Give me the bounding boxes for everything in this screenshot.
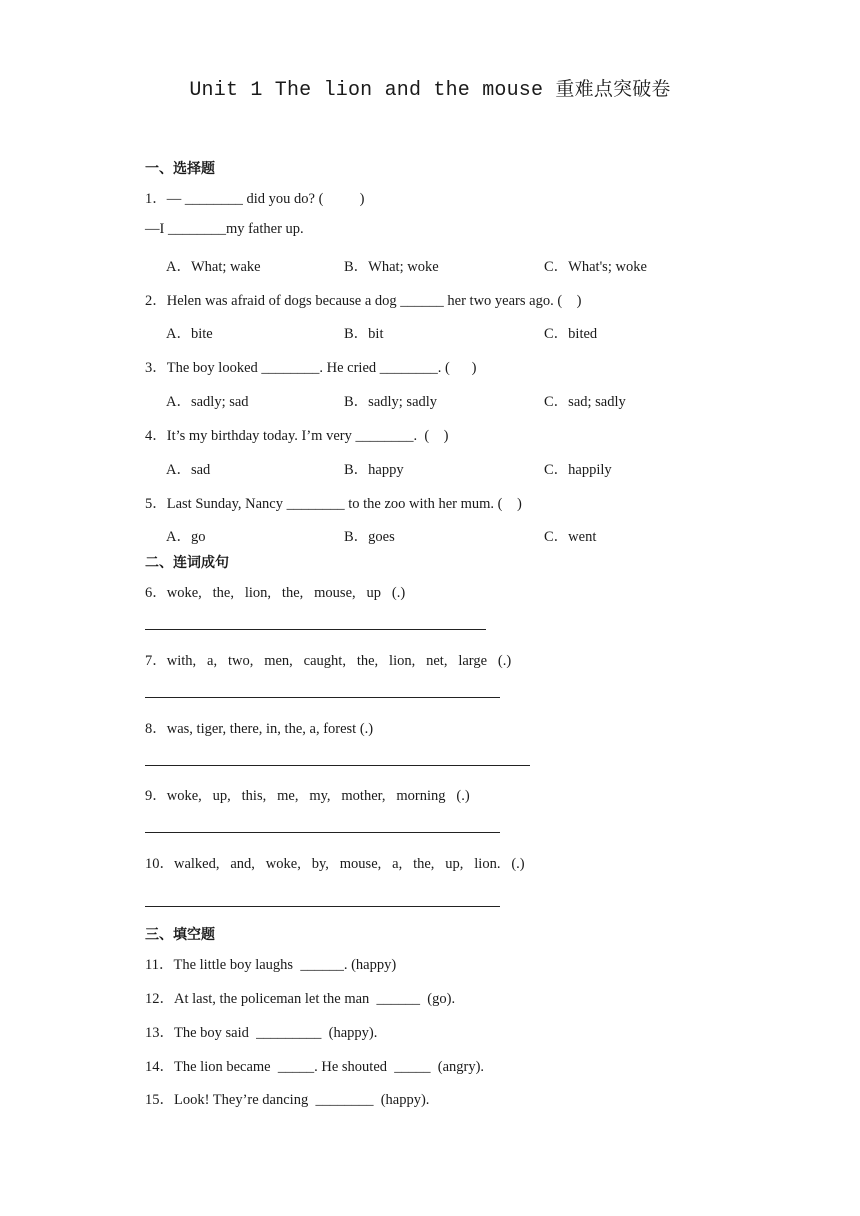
question-1-option-c: C．What's; woke	[544, 259, 647, 275]
title-english: Unit 1 The lion and the mouse	[189, 79, 556, 102]
question-5: 5．Last Sunday, Nancy ________ to the zoo with her mum. ( )	[145, 496, 522, 512]
question-1: 1．— ________ did you do? ( )	[145, 191, 365, 207]
title-chinese: 重难点突破卷	[555, 78, 671, 100]
question-5-option-b: B．goes	[344, 529, 395, 545]
question-3-option-c: C．sad; sadly	[544, 394, 626, 410]
question-2-option-a: A．bite	[166, 326, 213, 342]
question-2-option-c: C．bited	[544, 326, 598, 342]
question-5-option-a: A．go	[166, 529, 206, 545]
question-1-option-b: B．What; woke	[344, 259, 439, 275]
question-3-option-b: B．sadly; sadly	[344, 394, 438, 410]
section-heading-sentence-building: 二、连词成句	[145, 555, 229, 571]
question-10: 10．walked, and, woke, by, mouse, a, the, up, lion. (.)	[145, 856, 525, 872]
question-4-option-c: C．happily	[544, 462, 612, 478]
page-title	[0, 74, 860, 102]
question-3: 3．The boy looked ________. He cried ________. ( )	[145, 360, 477, 376]
answer-line-7[interactable]	[145, 697, 500, 698]
answer-line-10[interactable]	[145, 906, 500, 907]
question-4-option-a: A．sad	[166, 462, 211, 478]
question-6: 6．woke, the, lion, the, mouse, up (.)	[145, 585, 406, 601]
answer-line-8[interactable]	[145, 765, 530, 766]
question-8: 8．was, tiger, there, in, the, a, forest (.)	[145, 721, 374, 737]
question-4: 4．It’s my birthday today. I’m very ________. ( )	[145, 428, 449, 444]
section-heading-fill-in: 三、填空题	[145, 927, 215, 943]
answer-line-6[interactable]	[145, 629, 486, 630]
question-1-option-a: A．What; wake	[166, 259, 261, 275]
question-14: 14．The lion became _____. He shouted _____ (angry).	[145, 1059, 485, 1075]
question-15: 15．Look! They’re dancing ________ (happy).	[145, 1092, 430, 1108]
question-4-option-b: B．happy	[344, 462, 404, 478]
question-11: 11．The little boy laughs ______. (happy)	[145, 957, 397, 973]
section-heading-multiple-choice: 一、选择题	[145, 161, 215, 177]
question-2: 2．Helen was afraid of dogs because a dog ______ her two years ago. ( )	[145, 293, 582, 309]
answer-line-9[interactable]	[145, 832, 500, 833]
question-3-option-a: A．sadly; sad	[166, 394, 249, 410]
question-1-line-2: —I ________my father up.	[145, 221, 304, 237]
question-5-option-c: C．went	[544, 529, 597, 545]
question-7: 7．with, a, two, men, caught, the, lion, net, large (.)	[145, 653, 512, 669]
question-9: 9．woke, up, this, me, my, mother, morning (.)	[145, 788, 470, 804]
question-12: 12．At last, the policeman let the man ______ (go).	[145, 991, 456, 1007]
question-13: 13．The boy said _________ (happy).	[145, 1025, 378, 1041]
question-2-option-b: B．bit	[344, 326, 384, 342]
